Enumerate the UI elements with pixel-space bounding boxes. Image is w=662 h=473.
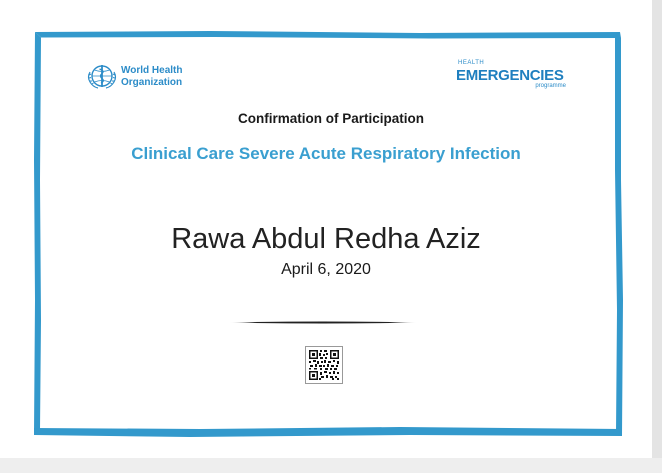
who-emblem-icon xyxy=(86,60,118,92)
who-name-line1: World Health xyxy=(121,65,183,76)
health-emergencies-logo xyxy=(455,60,570,96)
certificate-heading: Confirmation of Participation xyxy=(237,111,424,126)
program-name: EMERGENCIES xyxy=(456,67,564,84)
qr-code-icon xyxy=(306,347,342,383)
bottom-edge xyxy=(0,458,662,473)
program-top-text: HEALTH xyxy=(458,60,485,66)
who-name-line2: Organization xyxy=(121,77,183,88)
who-logo xyxy=(86,60,196,94)
course-title: Clinical Care Severe Acute Respiratory Infection xyxy=(131,144,521,163)
program-bottom-text: programme xyxy=(535,83,566,89)
issue-date: April 6, 2020 xyxy=(281,261,371,278)
signature-line xyxy=(229,321,417,324)
recipient-name: Rawa Abdul Redha Aziz xyxy=(171,223,481,255)
qr-code xyxy=(305,346,343,384)
right-edge xyxy=(652,0,662,473)
who-name xyxy=(121,65,182,89)
